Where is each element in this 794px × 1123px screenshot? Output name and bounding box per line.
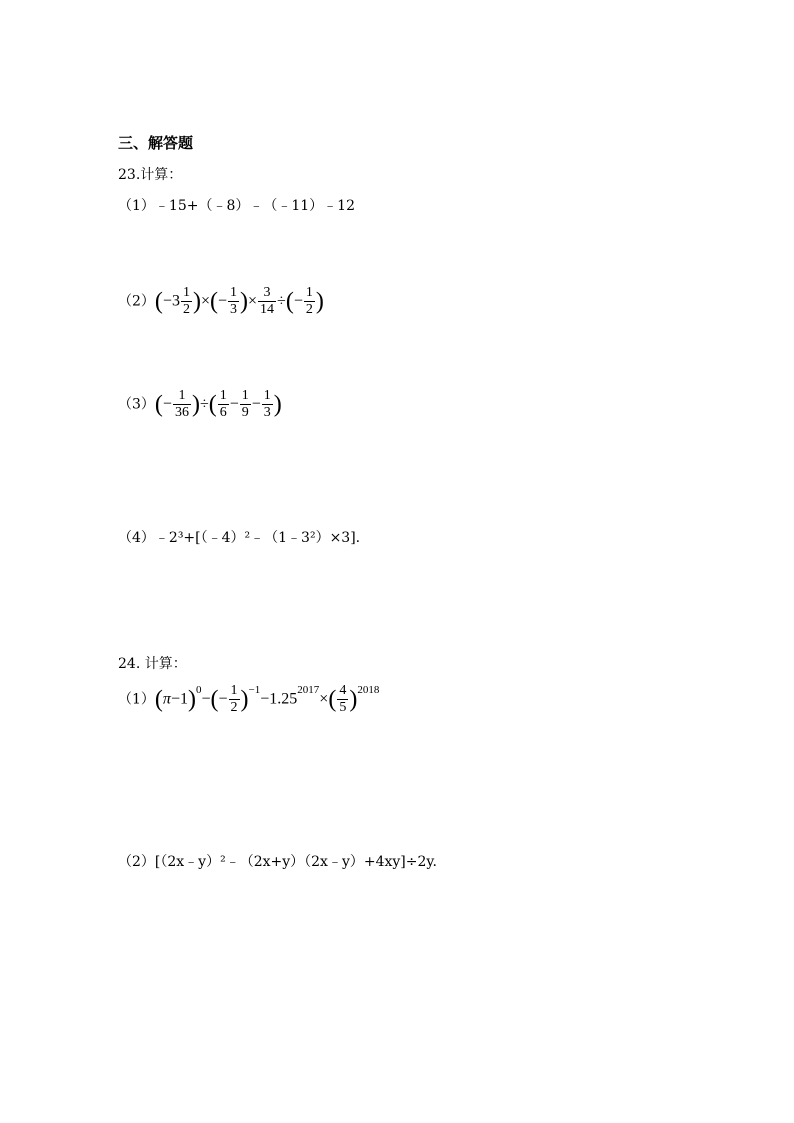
fraction: $\frac{1}{9}$ (241, 388, 249, 420)
q24-part1: $(1)(\pi-1)^0-(-$ $\frac{1}{2}$ )$^{-1}-1.25^{2017}\times$( $\frac{4}{5}$ )$^{2018}$ (118, 683, 380, 715)
fraction: $\frac{1}{2}$ (182, 285, 190, 317)
fraction: $\frac{1}{3}$ (263, 388, 271, 420)
fraction: $\frac{4}{5}$ (339, 683, 347, 715)
q23-part3: （3）(− $\frac{1}{36}$ )÷( $\frac{1}{6}$ − $\frac{1}{9}$ − $\frac{1}{3}$ ) (118, 388, 282, 420)
q23-part2: （2）(−3 $\frac{1}{2}$ )×(− $\frac{1}{3}$ )× $\frac{3}{14}$ ÷(− $\frac{1}{2}$ ) (118, 285, 324, 317)
fraction: $\frac{1}{6}$ (219, 388, 227, 420)
q23-part2-label: （2） (118, 293, 155, 310)
fraction: $\frac{3}{14}$ (260, 285, 275, 317)
section-title: 三、解答题 (118, 134, 194, 152)
fraction: $\frac{1}{3}$ (230, 285, 238, 317)
fraction: $\frac{1}{2}$ (305, 285, 313, 317)
q23-part4: （4）﹣2³+[（﹣4）²﹣（1﹣3²）×3]. (118, 530, 361, 546)
fraction: $\frac{1}{2}$ (230, 683, 238, 715)
q24-part1-label: （1） (118, 691, 155, 708)
q23-part1: （1）﹣15+（﹣8）﹣（﹣11）﹣12 (118, 198, 355, 214)
q23-title: 23.计算： (118, 167, 183, 183)
fraction: $\frac{1}{36}$ (174, 388, 189, 420)
q23-part3-label: （3） (118, 396, 155, 413)
q24-part2: （2）[（2x﹣y）²﹣（2x+y）（2x﹣y）+4xy]÷2y. (118, 854, 437, 870)
q24-title: 24. 计算： (118, 656, 187, 672)
